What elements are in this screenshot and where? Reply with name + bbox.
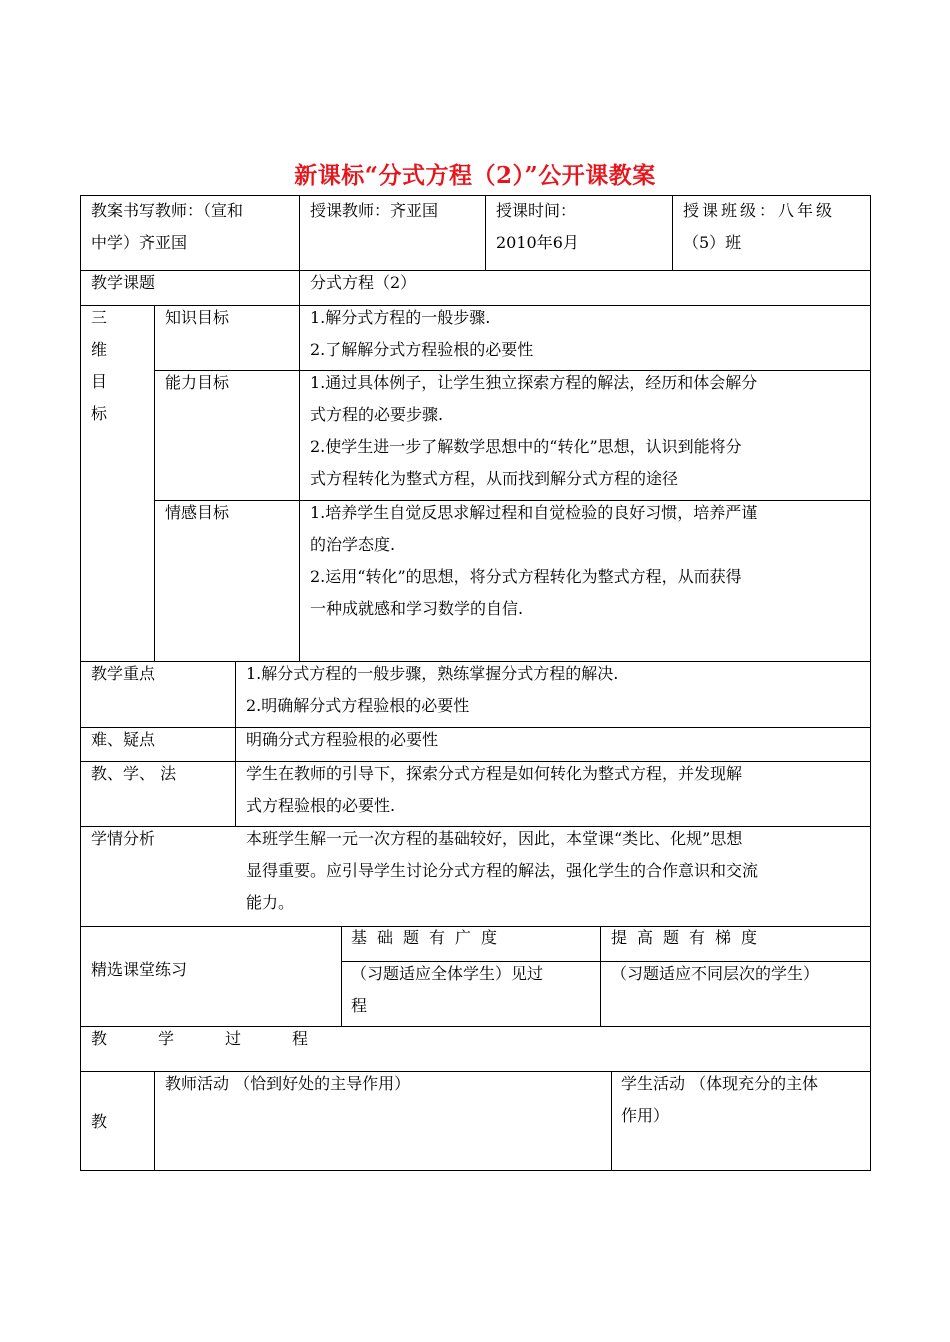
knowledge-goal-label: 知识目标 bbox=[165, 308, 230, 327]
topic-label: 教学课题 bbox=[91, 273, 156, 292]
goals-group-label: 三 维 目 标 bbox=[91, 308, 108, 423]
basic-note: （习题适应全体学生）见过 程 bbox=[351, 964, 544, 1015]
emotion-goal-label: 情感目标 bbox=[165, 503, 230, 522]
methods-label: 教、学、 法 bbox=[91, 764, 177, 783]
basic-title: 基础题有广度 bbox=[351, 928, 508, 947]
methods-content: 学生在教师的引导下，探索分式方程是如何转化为整式方程，并发现解 式方程验根的必要性. bbox=[246, 764, 743, 815]
practice-label: 精选课堂练习 bbox=[91, 960, 188, 979]
class-cell bbox=[683, 195, 861, 259]
teacher-label: 授课教师：齐亚国 bbox=[310, 201, 439, 220]
teacher-cell bbox=[310, 195, 438, 227]
writer-label: 教案书写教师：（宣和 bbox=[91, 201, 244, 220]
difficulty-value: 明确分式方程验根的必要性 bbox=[246, 730, 439, 749]
ability-goal-label: 能力目标 bbox=[165, 373, 230, 392]
writer-cell bbox=[91, 195, 291, 259]
key-points-content: 1.解分式方程的一般步骤，熟练掌握分式方程的解决. 2.明确解分式方程验根的必要性 bbox=[246, 664, 619, 715]
knowledge-goal-content: 1.解分式方程的一般步骤. 2.了解解分式方程验根的必要性 bbox=[310, 308, 534, 359]
class-label: 授课班级：八年级 bbox=[683, 201, 836, 220]
document-title: 新课标“分式方程（2）”公开课教案 bbox=[294, 162, 656, 189]
analysis-content: 本班学生解一元一次方程的基础较好，因此，本堂课“类比、化规”思想 显得重要。应引导学生讨论分式方程的解法，强化学生的合作意识和交流 能力。 bbox=[246, 829, 759, 912]
analysis-label: 学情分析 bbox=[91, 829, 156, 848]
time-label: 授课时间： bbox=[496, 201, 577, 220]
difficulty-label: 难、疑点 bbox=[91, 730, 156, 749]
time-value: 2010年6月 bbox=[496, 233, 579, 252]
advanced-note: （习题适应不同层次的学生） bbox=[611, 964, 820, 983]
ability-goal-content: 1.通过具体例子，让学生独立探索方程的解法，经历和体会解分 式方程的必要步骤. 2.使学生进一步了解数学思想中的“转化”思想，认识到能将分 式方程转化为整式方程，从而找到解分式方程的途径 bbox=[310, 373, 758, 488]
teacher-activity-header: 教师活动 （恰到好处的主导作用） bbox=[165, 1074, 411, 1093]
class-value: （5）班 bbox=[683, 233, 742, 252]
advanced-title: 提高题有梯度 bbox=[611, 928, 768, 947]
writer-name: 中学）齐亚国 bbox=[91, 233, 188, 252]
emotion-goal-content: 1.培养学生自觉反思求解过程和自觉检验的良好习惯，培养严谨 的治学态度. 2.运用“转化”的思想，将分式方程转化为整式方程，从而获得 一种成就感和学习数学的自信. bbox=[310, 503, 758, 618]
key-points-label: 教学重点 bbox=[91, 664, 156, 683]
student-activity-header: 学生活动 （体现充分的主体 作用） bbox=[621, 1074, 819, 1125]
topic-value: 分式方程（2） bbox=[310, 273, 417, 292]
teach-label: 教 bbox=[91, 1112, 108, 1131]
time-cell bbox=[496, 195, 579, 259]
